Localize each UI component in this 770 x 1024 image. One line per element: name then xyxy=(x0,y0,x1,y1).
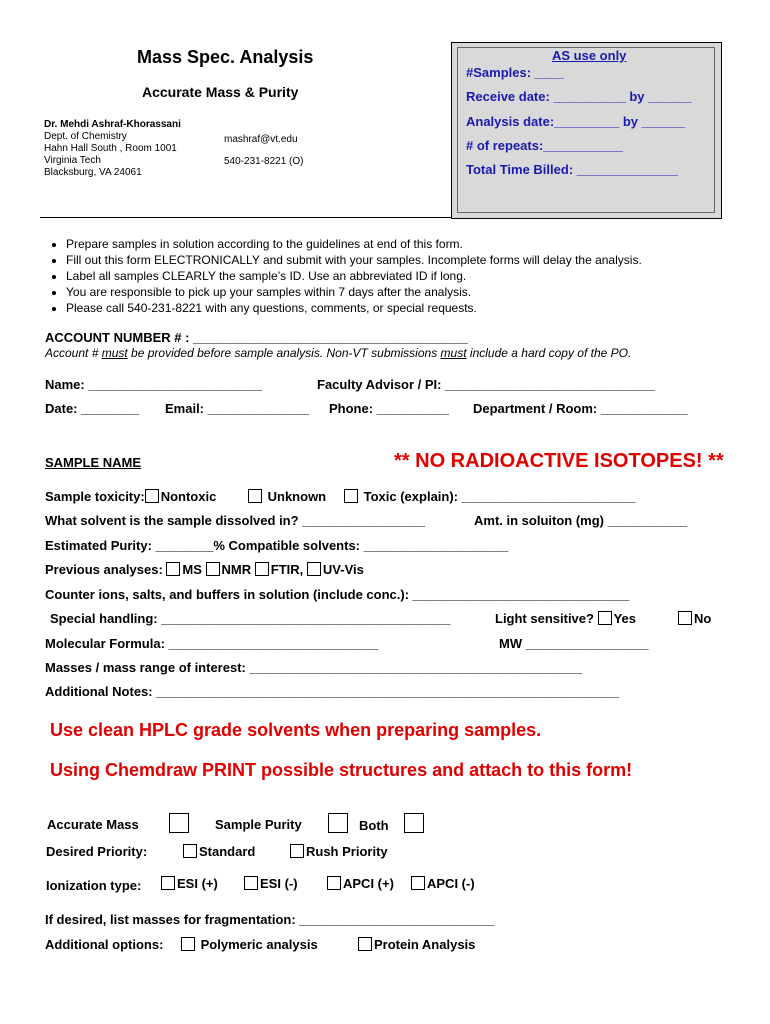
protein-label: Protein Analysis xyxy=(374,937,476,952)
additional-notes-field[interactable]: Additional Notes: ________________________________________________________________ xyxy=(45,684,619,699)
standard-option xyxy=(183,844,255,859)
protein-checkbox[interactable] xyxy=(358,937,372,951)
masses-range-field[interactable]: Masses / mass range of interest: ______________________________________________ xyxy=(45,660,583,675)
toxicity-row xyxy=(45,489,216,504)
unknown-label: Unknown xyxy=(267,489,327,504)
rush-label: Rush Priority xyxy=(306,844,388,859)
apci-pos-option xyxy=(327,876,394,891)
account-note-text: Account # xyxy=(45,346,102,360)
as-analysis-date-field[interactable]: Analysis date:_________ by ______ xyxy=(466,114,685,129)
ms-checkbox[interactable] xyxy=(166,562,180,576)
as-samples-field[interactable]: #Samples: ____ xyxy=(466,65,564,80)
accurate-mass-checkbox[interactable] xyxy=(169,813,189,833)
light-sensitive-row xyxy=(495,611,636,626)
uvvis-checkbox[interactable] xyxy=(307,562,321,576)
sample-purity-checkbox[interactable] xyxy=(328,813,348,833)
rush-checkbox[interactable] xyxy=(290,844,304,858)
standard-label: Standard xyxy=(199,844,256,859)
light-sensitive-label: Light sensitive? xyxy=(495,611,594,626)
contact-address xyxy=(44,131,177,179)
account-number-field[interactable]: ACCOUNT NUMBER # : ______________________________________ xyxy=(45,330,468,345)
toxic-option xyxy=(344,489,635,504)
contact-email: mashraf@vt.edu xyxy=(224,134,298,145)
apci-neg-checkbox[interactable] xyxy=(411,876,425,890)
both-checkbox[interactable] xyxy=(404,813,424,833)
ms-label: MS xyxy=(182,562,202,577)
phone-field[interactable]: Phone: __________ xyxy=(329,401,449,416)
molecular-formula-field[interactable]: Molecular Formula: _____________________________ xyxy=(45,636,379,651)
instruction-item: • Please call 540-231-8221 with any questions, comments, or special requests. xyxy=(66,300,642,316)
chemdraw-notice: Using Chemdraw PRINT possible structures and attach to this form! xyxy=(50,760,633,780)
polymeric-option xyxy=(181,937,318,952)
address-line: Blacksburg, VA 24061 xyxy=(44,167,142,178)
address-line: Virginia Tech xyxy=(44,155,101,166)
hplc-notice: Use clean HPLC grade solvents when preparing samples. xyxy=(50,720,542,740)
account-note-text: be provided before sample analysis. Non-VT submissions xyxy=(127,346,441,360)
nontoxic-checkbox[interactable] xyxy=(145,489,159,503)
special-handling-field[interactable]: Special handling: ________________________________________ xyxy=(50,611,451,626)
name-field[interactable]: Name: ________________________ xyxy=(45,377,262,392)
sample-purity-label: Sample Purity xyxy=(215,817,302,832)
esi-pos-label: ESI (+) xyxy=(177,876,218,891)
as-box-title: AS use only xyxy=(552,48,627,63)
standard-checkbox[interactable] xyxy=(183,844,197,858)
no-radioactive-warning: ** NO RADIOACTIVE ISOTOPES! ** xyxy=(394,450,724,472)
instruction-item: • Label all samples CLEARLY the sample’s ID. Use an abbreviated ID if long. xyxy=(66,268,642,284)
contact-phone: 540-231-8221 (O) xyxy=(224,156,304,167)
account-note-must: must xyxy=(101,346,128,360)
account-note xyxy=(45,346,631,360)
counter-ions-field[interactable]: Counter ions, salts, and buffers in solution (include conc.): ______________________________ xyxy=(45,587,630,602)
ionization-label: Ionization type: xyxy=(46,878,142,893)
unknown-option xyxy=(248,489,326,504)
email-field[interactable]: Email: ______________ xyxy=(165,401,309,416)
mw-field[interactable]: MW _________________ xyxy=(499,636,649,651)
polymeric-checkbox[interactable] xyxy=(181,937,195,951)
amount-field[interactable]: Amt. in soluiton (mg) ___________ xyxy=(474,513,688,528)
both-label: Both xyxy=(359,818,389,833)
rush-option xyxy=(290,844,388,859)
account-note-text: include a hard copy of the PO. xyxy=(466,346,632,360)
polymeric-label: Polymeric analysis xyxy=(200,937,318,952)
unknown-checkbox[interactable] xyxy=(248,489,262,503)
apci-neg-option xyxy=(411,876,475,891)
nontoxic-label: Nontoxic xyxy=(160,489,217,504)
previous-analyses-label: Previous analyses: xyxy=(45,562,163,577)
toxic-explain-field[interactable]: Toxic (explain): ________________________ xyxy=(363,489,636,504)
advisor-field[interactable]: Faculty Advisor / PI: _____________________________ xyxy=(317,377,655,392)
uvvis-label: UV-Vis xyxy=(322,562,364,577)
instruction-item: • Prepare samples in solution according to the guidelines at end of this form. xyxy=(66,236,642,252)
ftir-label: FTIR, xyxy=(270,562,304,577)
account-note-must: must xyxy=(440,346,467,360)
sample-name-heading[interactable]: SAMPLE NAME xyxy=(45,455,142,470)
date-field[interactable]: Date: ________ xyxy=(45,401,139,416)
esi-pos-option xyxy=(161,876,218,891)
apci-pos-label: APCI (+) xyxy=(343,876,394,891)
instructions-list xyxy=(26,236,642,316)
esi-neg-option xyxy=(244,876,298,891)
purity-solvents-field[interactable]: Estimated Purity: ________% Compatible solvents: ____________________ xyxy=(45,538,509,553)
header-divider xyxy=(40,217,451,218)
as-repeats-field[interactable]: # of repeats:___________ xyxy=(466,138,623,153)
nmr-checkbox[interactable] xyxy=(206,562,220,576)
protein-option xyxy=(358,937,475,952)
light-yes-checkbox[interactable] xyxy=(598,611,612,625)
esi-pos-checkbox[interactable] xyxy=(161,876,175,890)
light-no-label: No xyxy=(694,611,712,626)
form-title: Mass Spec. Analysis xyxy=(137,47,314,67)
apci-neg-label: APCI (-) xyxy=(427,876,475,891)
toxicity-label: Sample toxicity: xyxy=(45,489,145,504)
accurate-mass-option xyxy=(47,817,139,832)
light-no-option xyxy=(678,611,711,626)
form-subtitle: Accurate Mass & Purity xyxy=(142,84,299,100)
fragmentation-field[interactable]: If desired, list masses for fragmentation: ___________________________ xyxy=(45,912,495,927)
as-total-billed-field[interactable]: Total Time Billed: ______________ xyxy=(466,162,678,177)
instruction-item: • Fill out this form ELECTRONICALLY and submit with your samples. Incomplete forms will delay the analysis. xyxy=(66,252,642,268)
esi-neg-label: ESI (-) xyxy=(260,876,298,891)
additional-options-label: Additional options: xyxy=(45,937,164,952)
solvent-field[interactable]: What solvent is the sample dissolved in? _________________ xyxy=(45,513,426,528)
nmr-label: NMR xyxy=(221,562,252,577)
department-room-field[interactable]: Department / Room: ____________ xyxy=(473,401,688,416)
instruction-item: • You are responsible to pick up your samples within 7 days after the analysis. xyxy=(66,284,642,300)
light-no-checkbox[interactable] xyxy=(678,611,692,625)
priority-label: Desired Priority: xyxy=(46,844,148,859)
ftir-checkbox[interactable] xyxy=(255,562,269,576)
apci-pos-checkbox[interactable] xyxy=(327,876,341,890)
accurate-mass-label: Accurate Mass xyxy=(47,817,139,832)
toxic-checkbox[interactable] xyxy=(344,489,358,503)
light-yes-label: Yes xyxy=(613,611,637,626)
address-line: Dept. of Chemistry xyxy=(44,131,127,142)
esi-neg-checkbox[interactable] xyxy=(244,876,258,890)
previous-analyses-row xyxy=(45,562,364,577)
as-receive-date-field[interactable]: Receive date: __________ by ______ xyxy=(466,89,692,104)
contact-name: Dr. Mehdi Ashraf-Khorassani xyxy=(44,119,181,130)
address-line: Hahn Hall South , Room 1001 xyxy=(44,143,177,154)
